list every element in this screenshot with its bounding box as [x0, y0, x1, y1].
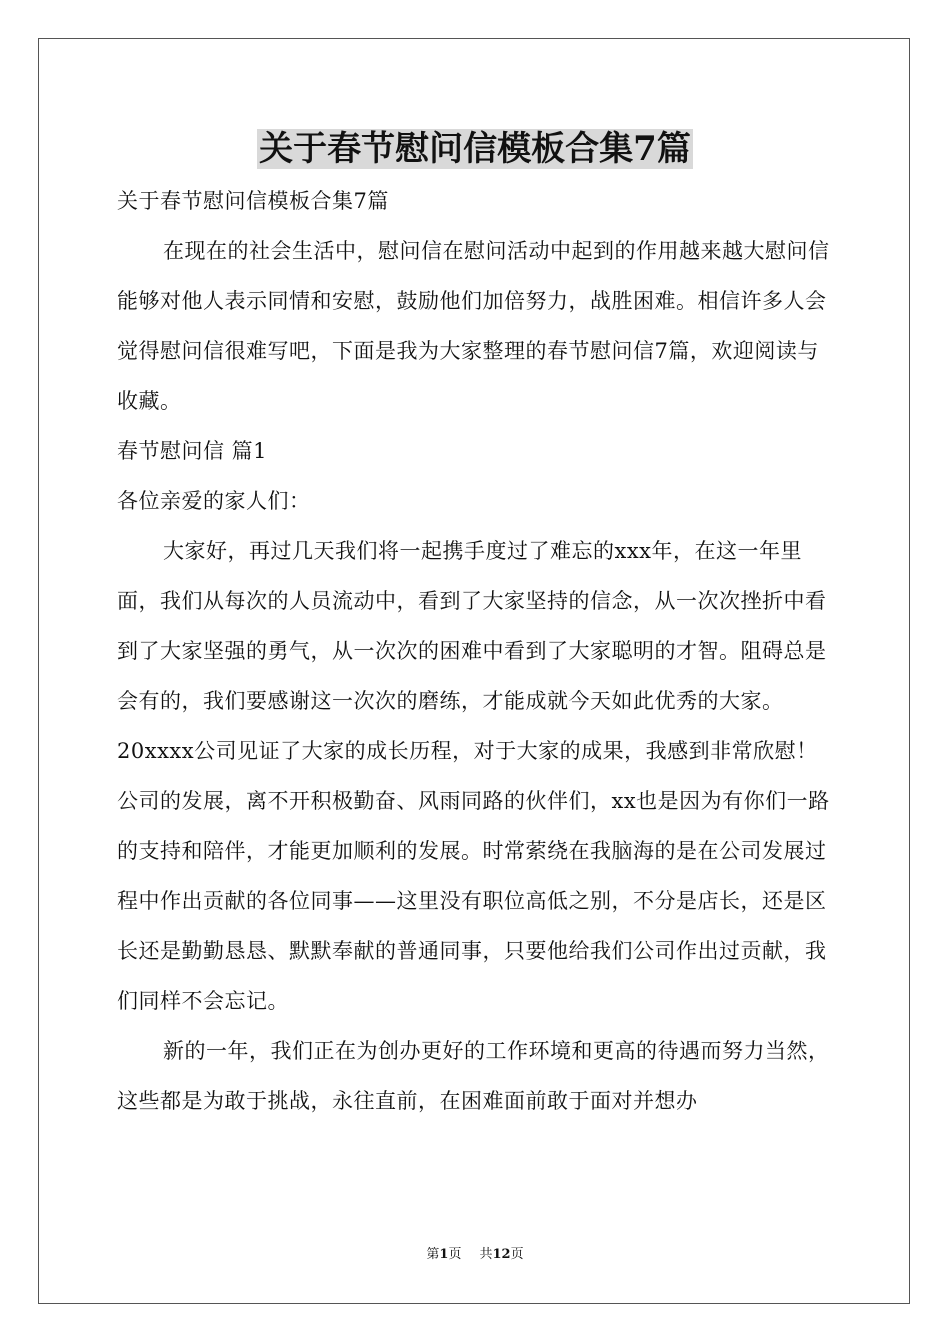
- total-prefix: 共: [479, 1247, 493, 1262]
- page-footer: [0, 1246, 950, 1264]
- body-paragraph-1: 大家好，再过几天我们将一起携手度过了难忘的xxx年，在这一年里面，我们从每次的人员流动中，看到了大家坚持的信念，从一次次挫折中看到了大家坚强的勇气，从一次次的困难中看到了大家聪明的才智。阻碍总是会有的，我们要感谢这一次次的磨练，才能成就今天如此优秀的大家。20xxxx公司见证了大家的成长历程，对于大家的成果，我感到非常欣慰！公司的发展，离不开积极勤奋、风雨同路的伙伴们，xx也是因为有你们一路的支持和陪伴，才能更加顺利的发展。时常萦绕在我脑海的是在公司发展过程中作出贡献的各位同事——这里没有职位高低之别，不分是店长，还是区长还是勤勤恳恳、默默奉献的普通同事，只要他给我们公司作出过贡献，我们同样不会忘记。: [117, 539, 830, 1013]
- section-heading: 春节慰问信 篇1: [117, 439, 268, 463]
- document-title-text: 关于春节慰问信模板合集7篇: [259, 129, 691, 169]
- body-paragraph-2: 新的一年，我们正在为创办更好的工作环境和更高的待遇而努力当然，这些都是为敢于挑战，永往直前，在困难面前敢于面对并想办: [117, 1039, 830, 1113]
- salutation: 各位亲爱的家人们：: [117, 489, 311, 513]
- page-unit: 页: [448, 1247, 462, 1262]
- subtitle-line: 关于春节慰问信模板合集7篇: [117, 189, 389, 213]
- page-current: 1: [439, 1247, 449, 1262]
- document-title: [0, 126, 950, 172]
- total-unit: 页: [510, 1247, 524, 1262]
- page-prefix: 第: [426, 1247, 440, 1262]
- page-total: 12: [492, 1247, 511, 1262]
- document-body: [117, 176, 835, 1126]
- intro-paragraph: 在现在的社会生活中，慰问信在慰问活动中起到的作用越来越大慰问信能够对他人表示同情和安慰，鼓励他们加倍努力，战胜困难。相信许多人会觉得慰问信很难写吧，下面是我为大家整理的春节慰问信7篇，欢迎阅读与收藏。: [117, 239, 830, 413]
